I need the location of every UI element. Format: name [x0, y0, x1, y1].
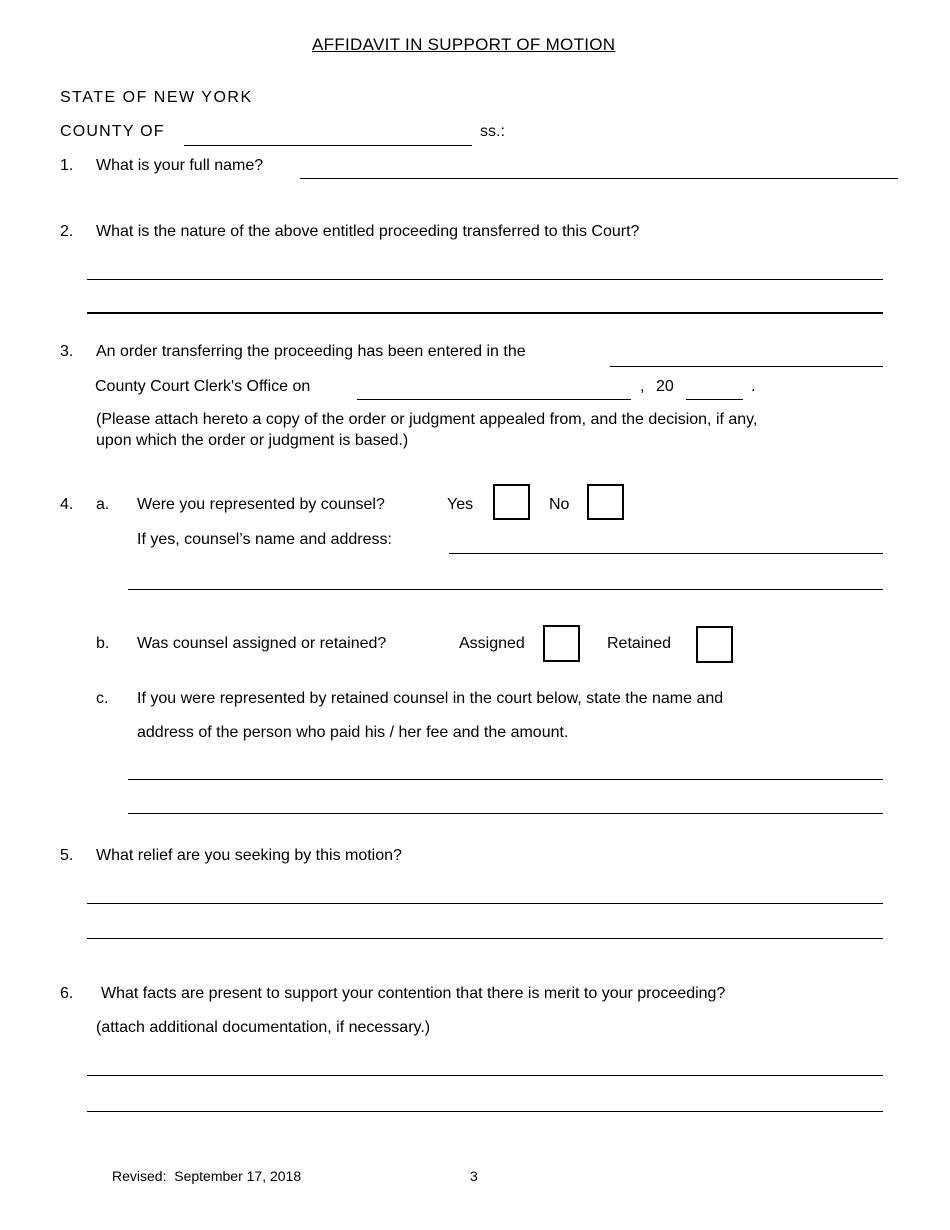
q3-date-field[interactable] — [357, 399, 631, 400]
q6-answer-line-2[interactable] — [87, 1111, 883, 1112]
yes-label: Yes — [447, 496, 474, 513]
q1-text: What is your full name? — [96, 157, 264, 174]
q3-clerk-text: County Court Clerk's Office on — [95, 378, 311, 395]
counsel-name-field[interactable] — [449, 553, 883, 554]
ss-label: ss.: — [480, 123, 505, 140]
q1-answer-field[interactable] — [300, 178, 898, 179]
document-title: AFFIDAVIT IN SUPPORT OF MOTION — [312, 35, 616, 54]
q4a-text: Were you represented by counsel? — [137, 496, 385, 513]
q3-period: . — [751, 378, 756, 395]
county-field[interactable] — [184, 145, 472, 146]
q2-text: What is the nature of the above entitled proceeding transferred to this Court? — [96, 223, 640, 240]
q4a-letter: a. — [96, 496, 110, 513]
q4c-answer-line-1[interactable] — [128, 779, 883, 780]
q3-comma: , — [640, 378, 645, 395]
page-number: 3 — [470, 1168, 478, 1184]
q6-text: What facts are present to support your contention that there is merit to your proceeding? — [101, 985, 726, 1002]
yes-checkbox[interactable] — [493, 484, 530, 520]
q3-year-prefix: 20 — [656, 378, 674, 395]
q3-number: 3. — [60, 343, 74, 360]
q4-number: 4. — [60, 496, 74, 513]
revised-date: Revised: September 17, 2018 — [112, 1168, 302, 1184]
q4c-letter: c. — [96, 690, 109, 707]
q2-number: 2. — [60, 223, 74, 240]
q1-number: 1. — [60, 157, 74, 174]
q4c-answer-line-2[interactable] — [128, 813, 883, 814]
assigned-label: Assigned — [459, 635, 525, 652]
assigned-checkbox[interactable] — [543, 625, 580, 662]
q5-number: 5. — [60, 847, 74, 864]
q2-answer-line-2[interactable] — [87, 312, 883, 314]
q2-answer-line-1[interactable] — [87, 279, 883, 280]
counsel-address-field[interactable] — [128, 589, 883, 590]
retained-label: Retained — [607, 635, 672, 652]
q3-court-field[interactable] — [610, 366, 883, 367]
q6-answer-line-1[interactable] — [87, 1075, 883, 1076]
q4c-text-line-2: address of the person who paid his / her fee and the amount. — [137, 724, 569, 741]
county-label: COUNTY OF — [60, 123, 165, 140]
q6-number: 6. — [60, 985, 74, 1002]
q5-answer-line-1[interactable] — [87, 903, 883, 904]
q3-note-line-1: (Please attach hereto a copy of the order or judgment appealed from, and the decision, if any, — [96, 411, 758, 428]
no-label: No — [549, 496, 570, 513]
q4a-followup: If yes, counsel’s name and address: — [137, 531, 392, 548]
q4b-letter: b. — [96, 635, 110, 652]
no-checkbox[interactable] — [587, 484, 624, 520]
q6-note: (attach additional documentation, if necessary.) — [96, 1019, 431, 1036]
q3-text: An order transferring the proceeding has been entered in the — [96, 343, 526, 360]
q5-answer-line-2[interactable] — [87, 938, 883, 939]
q4c-text-line-1: If you were represented by retained counsel in the court below, state the name and — [137, 690, 724, 707]
q4b-text: Was counsel assigned or retained? — [137, 635, 387, 652]
q5-text: What relief are you seeking by this motion? — [96, 847, 402, 864]
q3-note-line-2: upon which the order or judgment is based.) — [96, 432, 409, 449]
retained-checkbox[interactable] — [696, 626, 733, 663]
state-line: STATE OF NEW YORK — [60, 89, 253, 106]
q3-year-field[interactable] — [686, 399, 743, 400]
